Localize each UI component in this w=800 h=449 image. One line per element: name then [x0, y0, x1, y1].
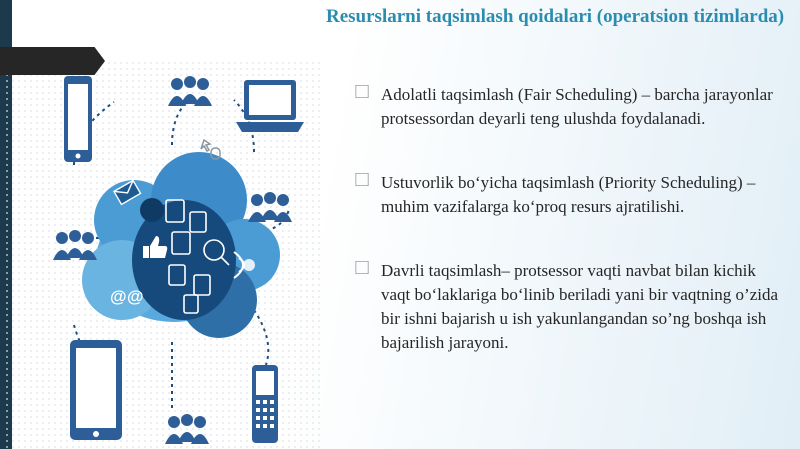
bullet-item: [355, 259, 780, 355]
laptop-icon: [236, 80, 304, 132]
bullet-text: Adolatli taqsimlash (Fair Scheduling) – barcha jarayonlar protsessordan deyarli teng ulushda foydalanadi.: [381, 85, 773, 128]
slide-title: Resurslarni taqsimlash qoidalari (operatsion tizimlarda): [326, 6, 785, 27]
bullet-item: [355, 83, 780, 131]
at-sign-label: @: [110, 287, 127, 306]
bullet-text: Davrli taqsimlash– protsessor vaqti navbat bilan kichik vaqt bo‘laklariga bo‘linib beriladi yani bir vaqtning o’zida bir ishni bajarish u ish yakunlangandan so’ng boshqa ish bajarilish jarayoni.: [381, 261, 779, 352]
bullet-list: [355, 83, 780, 355]
black-arrow-tab: [0, 47, 105, 75]
bullet-item: [355, 171, 780, 219]
bullet-text: Ustuvorlik bo‘yicha taqsimlash (Priority Scheduling) – muhim vazifalarga ko‘proq resurs ajratilishi.: [381, 173, 756, 216]
bullet-marker: ⃞: [355, 174, 369, 189]
bullet-marker: ⃞: [355, 262, 369, 277]
cellphone-icon: [252, 365, 278, 443]
at-sign-label: @: [127, 287, 144, 306]
tablet-icon: [70, 340, 122, 440]
cloud-network-illustration: [4, 60, 322, 449]
smartphone-icon: [64, 76, 92, 162]
bullet-marker: ⃞: [355, 86, 369, 101]
